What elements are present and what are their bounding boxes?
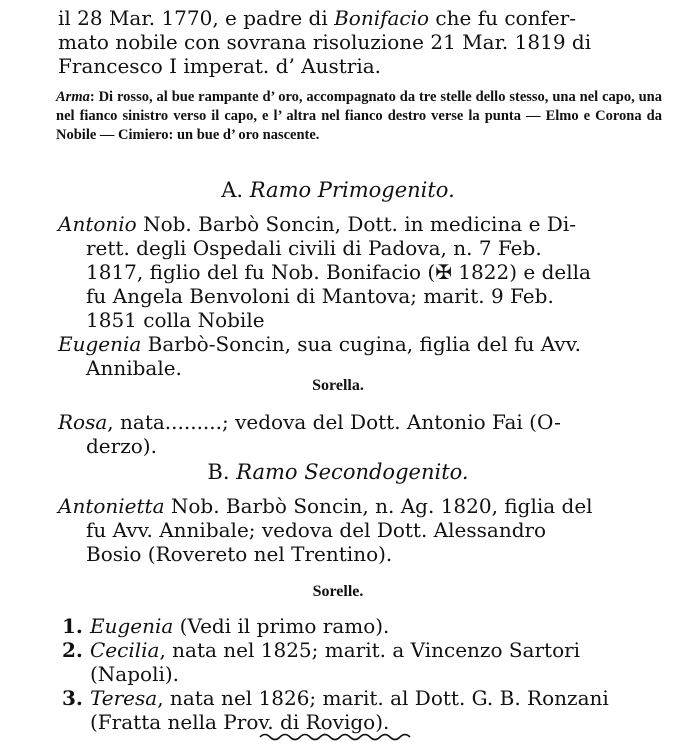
entry-eugenia [58, 332, 660, 380]
antonietta-line-3: Bosio (Rovereto nel Trentino). [86, 542, 393, 566]
rosa-line-1: Rosa, nata.........; vedova del Dott. Antonio Fai (O- [58, 410, 561, 434]
sorella-heading: Sorella. [312, 377, 364, 394]
sorelle-heading: Sorelle. [312, 583, 364, 600]
antonio-line-4: fu Angela Benvoloni di Mantova; marit. 9 Feb. [86, 284, 554, 308]
intro-line-1: il 28 Mar. 1770, e padre di Bonifacio che fu confer- [58, 6, 577, 30]
wavy-ornament-icon [258, 730, 418, 744]
sister-item-3: 3. Teresa, nata nel 1826; marit. al Dott. G. B. Ronzani (Fratta nella Prov. di Rovigo). [62, 686, 609, 734]
sister-item-2: 2. Cecilia, nata nel 1825; marit. a Vincenzo Sartori (Napoli). [62, 638, 581, 686]
arma-label: Arma [56, 89, 90, 105]
section-b-heading: B. Ramo Secondogenito. [207, 460, 469, 484]
arma-text: : Di rosso, al bue rampante d’ oro, accompagnato da tre stelle dello stesso, una nel capo, una nel fianco sinistro verso il capo, e l’ altra nel fianco destro verse la punta — Elmo e Corona da Nobile — Cimiero: un bue d’ oro nascente. [56, 89, 662, 143]
death-cross-icon: ✠ [435, 260, 452, 284]
rosa-line-2: derzo). [86, 434, 157, 458]
entry-antonio [58, 212, 660, 332]
intro-line-3: Francesco I imperat. d’ Austria. [58, 54, 382, 78]
antonietta-line-2: fu Avv. Annibale; vedova del Dott. Alessandro [86, 518, 547, 542]
arma-blazon [56, 88, 662, 145]
entry-rosa [58, 410, 660, 458]
antonio-line-1: Antonio Nob. Barbò Soncin, Dott. in medicina e Di- [58, 212, 576, 236]
entry-antonietta [58, 494, 660, 566]
eugenia-line-1: Eugenia Barbò-Soncin, sua cugina, figlia del fu Avv. [58, 332, 581, 356]
intro-line-2: mato nobile con sovrana risoluzione 21 Mar. 1819 di [58, 30, 592, 54]
intro-paragraph [58, 6, 660, 78]
antonietta-line-1: Antonietta Nob. Barbò Soncin, n. Ag. 1820, figlia del [58, 494, 593, 518]
sister-item-1: 1. Eugenia (Vedi il primo ramo). [62, 614, 390, 638]
antonio-line-5: 1851 colla Nobile [86, 308, 265, 332]
antonio-line-3: 1817, figlio del fu Nob. Bonifacio (✠ 1822) e della [86, 260, 591, 284]
section-a-heading: A. Ramo Primogenito. [221, 178, 455, 202]
eugenia-line-2: Annibale. [86, 356, 182, 380]
antonio-line-2: rett. degli Ospedali civili di Padova, n. 7 Feb. [86, 236, 542, 260]
